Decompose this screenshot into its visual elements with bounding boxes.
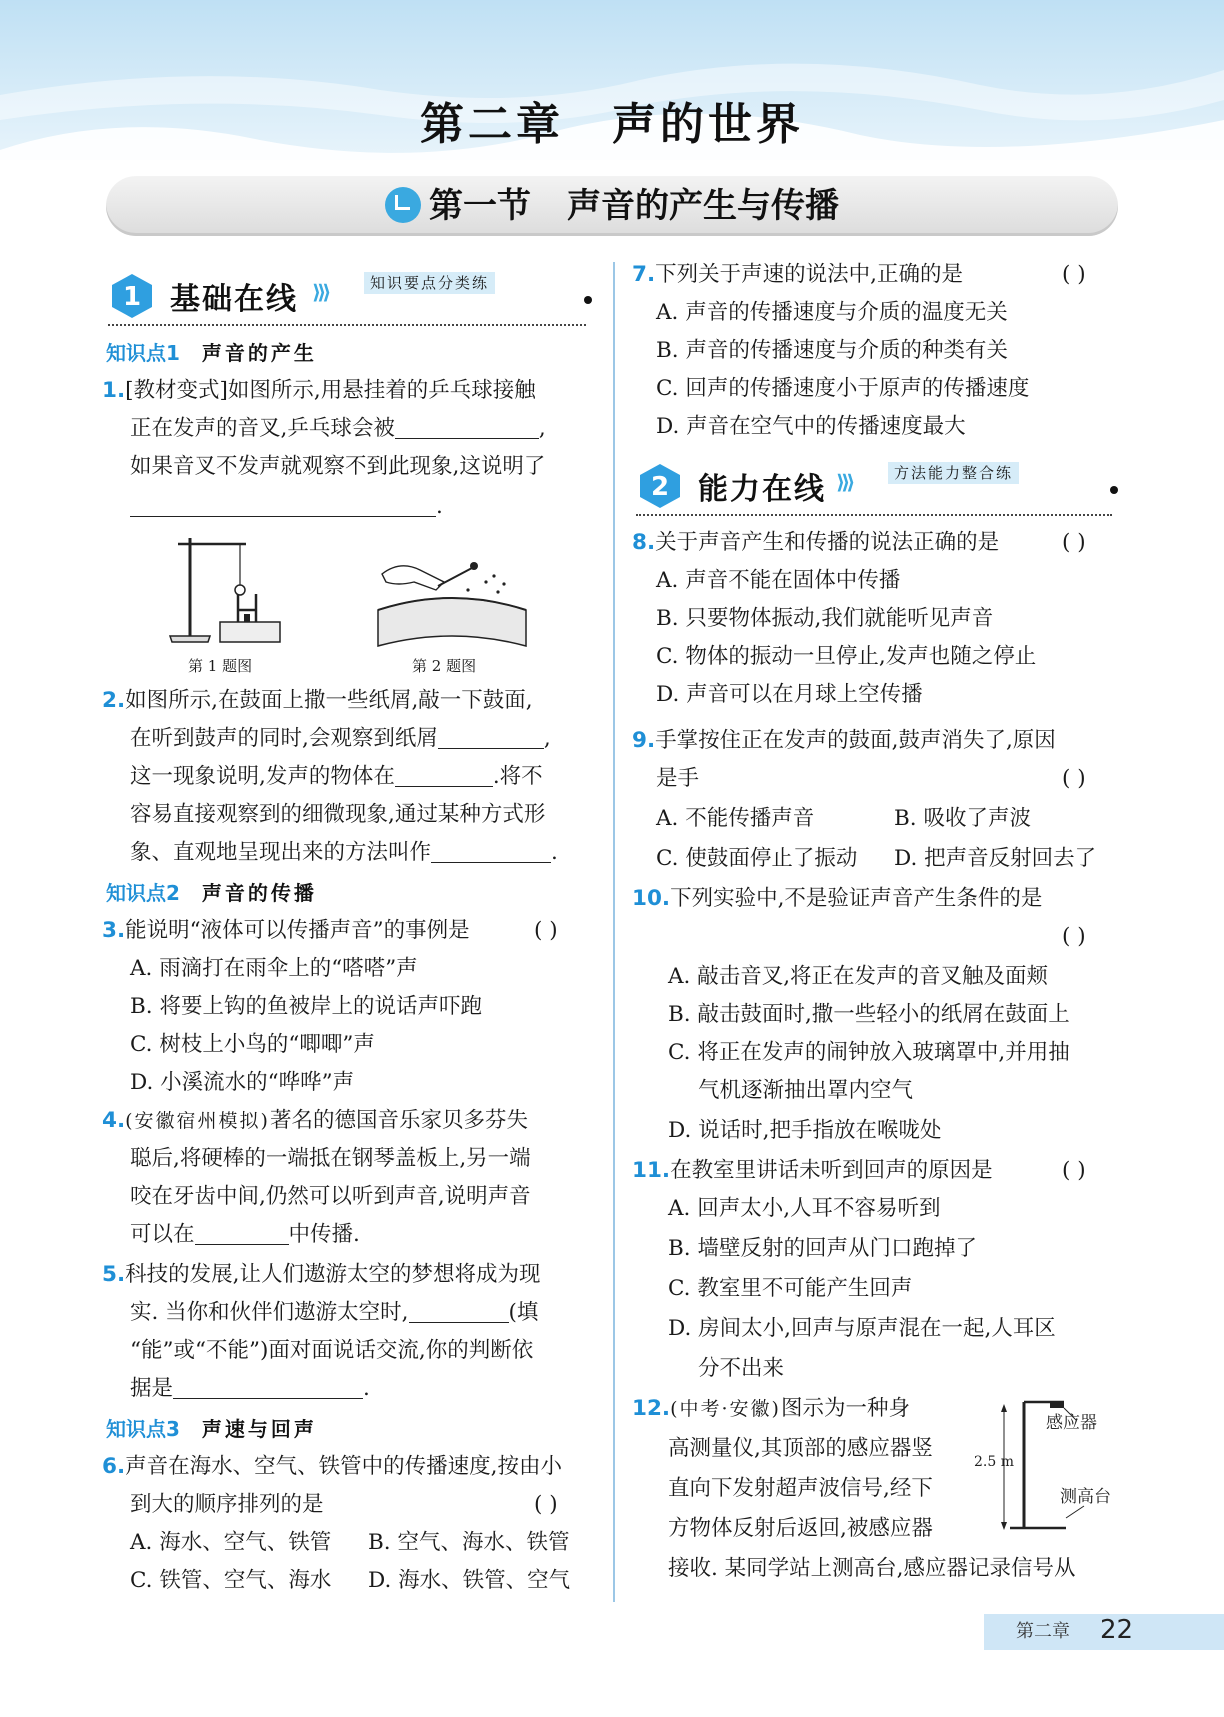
section-banner [106,176,1118,236]
q3-answer-paren[interactable]: ( ) [534,918,558,943]
q11-option-c: C. 教室里不可能产生回声 [668,1276,913,1301]
q6-option-c: C. 铁管、空气、海水 [130,1568,332,1593]
q8-option-a: A. 声音不能在固体中传播 [656,568,901,593]
q1-line-1: 1.[教材变式]如图所示,用悬挂着的乒乓球接触 [102,378,536,403]
q9-answer-paren[interactable]: ( ) [1062,766,1086,791]
q6-option-b: B. 空气、海水、铁管 [368,1530,570,1555]
answer-blank[interactable] [438,725,544,749]
q9-line-2: 是手 [656,766,700,791]
q11-option-d: D. 房间太小,回声与原声混在一起,人耳区 [668,1316,1056,1341]
q12-line-5: 接收. 某同学站上测高台,感应器记录信号从 [668,1556,1076,1581]
answer-blank[interactable] [431,839,551,863]
q3-option-c: C. 树枝上小鸟的“唧唧”声 [130,1032,375,1057]
level-name: 基础在线 [170,282,298,317]
q6-answer-paren[interactable]: ( ) [534,1492,558,1517]
q4-line-3: 咬在牙齿中间,仍然可以听到声音,说明声音 [130,1184,531,1209]
q5-line-3: “能”或“不能”)面对面说话交流,你的判断依 [130,1338,534,1363]
q7-answer-paren[interactable]: ( ) [1062,262,1086,287]
q7-option-c: C. 回声的传播速度小于原声的传播速度 [656,376,1030,401]
q9-option-b: B. 吸收了声波 [894,806,1031,831]
q2-line-2: 在听到鼓声的同时,会观察到纸屑 , [130,726,551,751]
q10-option-d: D. 说话时,把手指放在喉咙处 [668,1118,942,1143]
chevrons-icon: ⟩⟩⟩ [312,280,328,304]
q12-line-1: 12.(中考·安徽)图示为一种身 [632,1396,910,1421]
q2-line-1: 2.如图所示,在鼓面上撒一些纸屑,敲一下鼓面, [102,688,533,713]
q2-line-3: 这一现象说明,发声的物体在 .将不 [130,764,543,789]
knowledge-point-2: 知识点2 声音的传播 [106,881,317,905]
clock-icon [385,187,421,223]
q5-line-1: 5.科技的发展,让人们遨游太空的梦想将成为现 [102,1262,541,1287]
q3-option-d: D. 小溪流水的“哗哗”声 [130,1070,355,1095]
q1-line-2: 正在发声的音叉,乒乓球会被 , [130,416,546,441]
tuning-fork-figure [168,530,298,650]
q7-option-d: D. 声音在空气中的传播速度最大 [656,414,966,439]
q9-option-c: C. 使鼓面停止了振动 [656,846,858,871]
q7-option-b: B. 声音的传播速度与介质的种类有关 [656,338,1008,363]
dot-marker [584,296,592,304]
height-meter-figure [974,1394,1130,1544]
level-name: 能力在线 [698,472,826,507]
q5-line-2: 实. 当你和伙伴们遨游太空时, (填 [130,1300,539,1325]
q9-option-d: D. 把声音反射回去了 [894,846,1097,871]
hexagon-badge-icon [108,272,156,320]
q12-line-4: 方物体反射后返回,被感应器 [668,1516,933,1541]
q9-line-1: 9.手掌按住正在发声的鼓面,鼓声消失了,原因 [632,728,1056,753]
answer-blank[interactable] [409,1299,509,1323]
q2-line-5: 象、直观地呈现出来的方法叫作 . [130,840,558,865]
answer-blank[interactable] [173,1375,363,1399]
q11-option-a: A. 回声太小,人耳不容易听到 [668,1196,941,1221]
q3-option-b: B. 将要上钩的鱼被岸上的说话声吓跑 [130,994,482,1019]
q10-option-c: C. 将正在发声的闹钟放入玻璃罩中,并用抽 [668,1040,1070,1065]
figure-2-caption: 第 2 题图 [412,657,477,675]
footer-chapter: 第二章 [1016,1621,1070,1642]
q8-option-c: C. 物体的振动一旦停止,发声也随之停止 [656,644,1037,669]
q3-option-a: A. 雨滴打在雨伞上的“嗒嗒”声 [130,956,418,981]
q6-option-d: D. 海水、铁管、空气 [368,1568,571,1593]
chevrons-icon: ⟩⟩⟩ [836,470,852,494]
answer-blank[interactable] [195,1221,289,1245]
q7-stem: 7.下列关于声速的说法中,正确的是 [632,262,963,287]
q9-option-a: A. 不能传播声音 [656,806,815,831]
q10-stem: 10.下列实验中,不是验证声音产生条件的是 [632,886,1043,911]
answer-blank[interactable] [130,493,436,517]
q10-answer-paren[interactable]: ( ) [1062,924,1086,949]
knowledge-point-1: 知识点1 声音的产生 [106,341,317,365]
dotted-rule [108,324,586,326]
q11-option-d-cont: 分不出来 [698,1356,785,1381]
q10-option-a: A. 敲击音叉,将正在发声的音叉触及面颊 [668,964,1049,989]
q1-line-3: 如果音叉不发声就观察不到此现象,这说明了 [130,454,546,479]
svg-text:2.5 m: 2.5 m [974,1454,1014,1470]
q8-option-d: D. 声音可以在月球上空传播 [656,682,923,707]
svg-text:1: 1 [122,282,142,312]
chapter-title: 第二章 声的世界 [420,99,804,150]
q12-line-2: 高测量仪,其顶部的感应器竖 [668,1436,933,1461]
q6-line-2: 到大的顺序排列的是 [130,1492,324,1517]
drum-figure [372,546,532,650]
q7-option-a: A. 声音的传播速度与介质的温度无关 [656,300,1008,325]
svg-text:测高台: 测高台 [1060,1487,1111,1507]
q10-option-c-cont: 气机逐渐抽出罩内空气 [698,1078,914,1103]
q8-answer-paren[interactable]: ( ) [1062,530,1086,555]
level-header-basic [108,266,588,326]
dotted-rule [636,514,1112,516]
q4-line-2: 聪后,将硬棒的一端抵在钢琴盖板上,另一端 [130,1146,531,1171]
q8-stem: 8.关于声音产生和传播的说法正确的是 [632,530,1000,555]
q6-option-a: A. 海水、空气、铁管 [130,1530,332,1555]
svg-text:2: 2 [650,472,670,502]
q11-answer-paren[interactable]: ( ) [1062,1158,1086,1183]
level-tag: 方法能力整合练 [888,462,1019,484]
svg-text:感应器: 感应器 [1046,1413,1097,1433]
q8-option-b: B. 只要物体振动,我们就能听见声音 [656,606,994,631]
q3-stem: 3.能说明“液体可以传播声音”的事例是 [102,918,470,943]
column-divider [613,262,615,1602]
hexagon-badge-icon [636,462,684,510]
q2-line-4: 容易直接观察到的细微现象,通过某种方式形 [130,802,546,827]
q6-line-1: 6.声音在海水、空气、铁管中的传播速度,按由小 [102,1454,562,1479]
level-header-ability [636,456,1116,516]
q4-line-1: 4.(安徽宿州模拟)著名的德国音乐家贝多芬失 [102,1108,528,1133]
answer-blank[interactable] [395,415,539,439]
q11-stem: 11.在教室里讲话未听到回声的原因是 [632,1158,993,1183]
q5-line-4: 据是 . [130,1376,370,1401]
q1-line-4: . [130,492,443,522]
knowledge-point-3: 知识点3 声速与回声 [106,1417,317,1441]
dot-marker [1110,486,1118,494]
section-title: 第一节 声音的产生与传播 [106,176,1118,236]
q11-option-b: B. 墙壁反射的回声从门口跑掉了 [668,1236,977,1261]
answer-blank[interactable] [395,763,493,787]
level-tag: 知识要点分类练 [364,272,495,294]
q12-line-3: 直向下发射超声波信号,经下 [668,1476,933,1501]
q10-option-b: B. 敲击鼓面时,撒一些轻小的纸屑在鼓面上 [668,1002,1070,1027]
q4-line-4: 可以在 中传播. [130,1222,360,1247]
page-number: 22 [1100,1615,1134,1645]
figure-1-caption: 第 1 题图 [188,657,253,675]
